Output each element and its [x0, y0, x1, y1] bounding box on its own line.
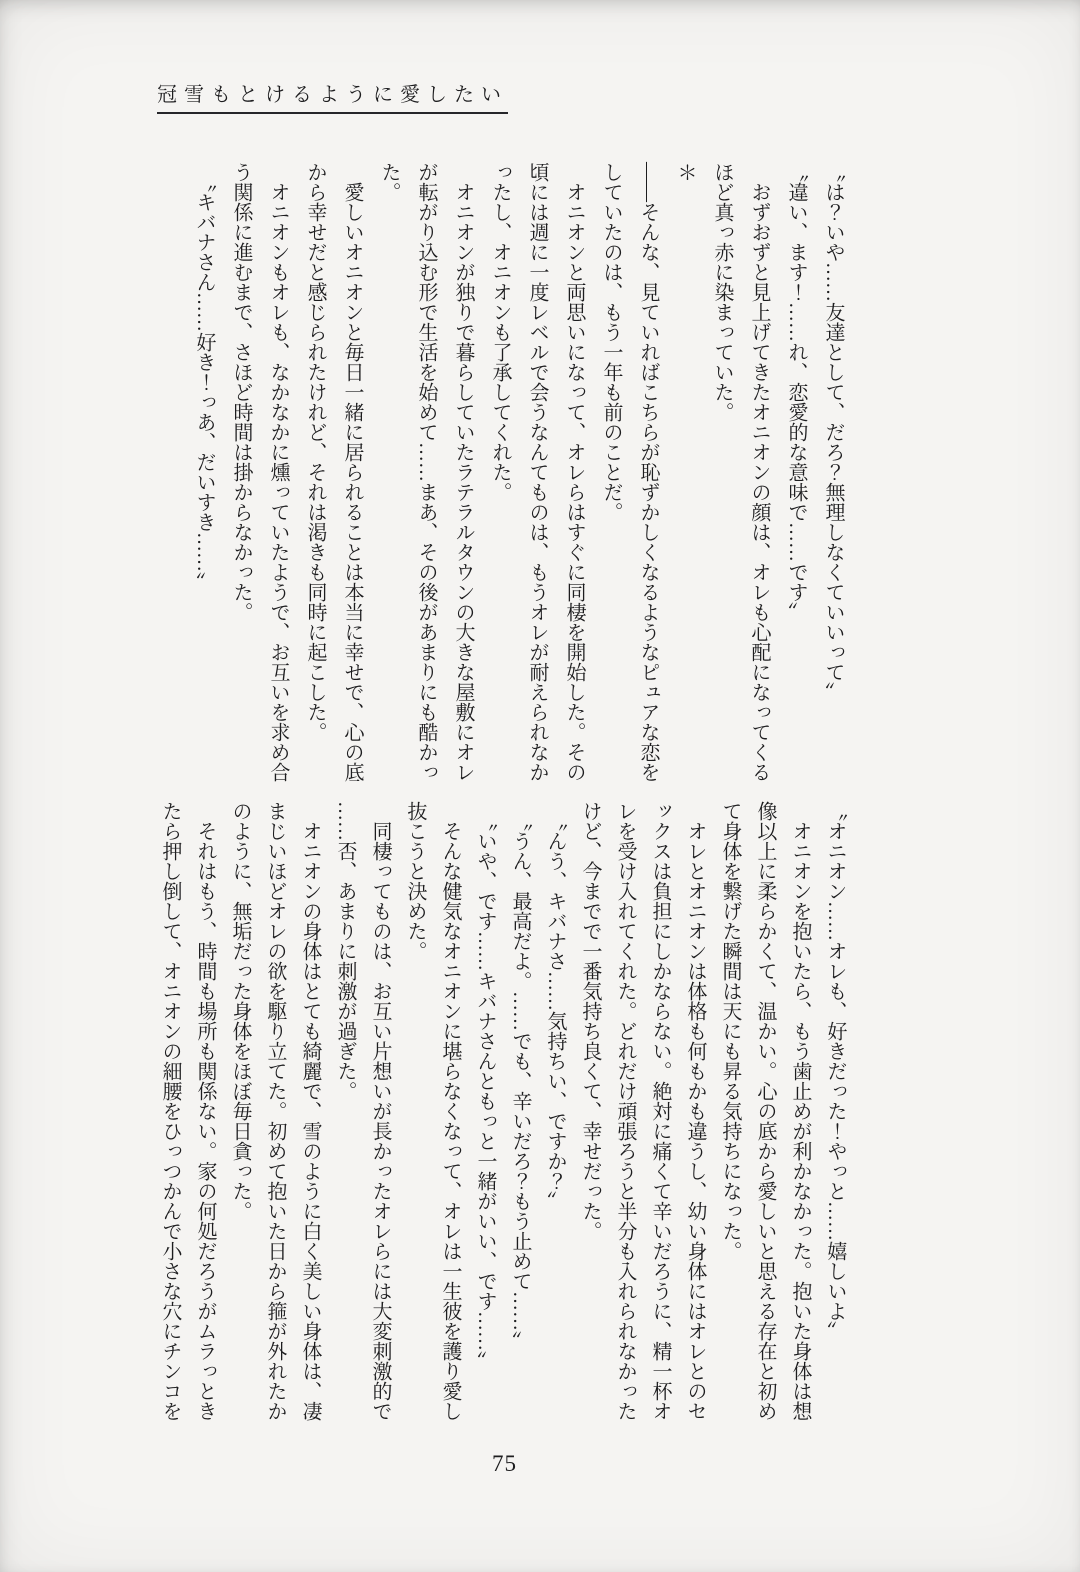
text-line: 〝は？いや……友達として、だろ？無理しなくていいって〟 — [822, 162, 844, 702]
text-line: オニオンもオレも、なかなかに燻っていたようで、お互いを求め合 — [267, 182, 289, 782]
vertical-text-block-top — [185, 162, 851, 796]
text-line: 抜こうと決めた。 — [404, 801, 426, 961]
text-line: たら押し倒して、オニオンの細腰をひっつかんで小さな穴にチンコを — [159, 801, 181, 1421]
text-line: て身体を繋げた瞬間は天にも昇る気持ちになった。 — [719, 801, 741, 1261]
text-line: そんな健気なオニオンに堪らなくなって、オレは一生彼を護り愛し — [439, 821, 461, 1421]
text-line: ＊ — [674, 162, 696, 182]
text-line: まじいほどオレの欲を駆り立てた。初めて抱いた日から箍が外れたか — [264, 801, 286, 1421]
text-line: 〝うん、最高だよ。……でも、辛いだろ？もう止めて……〟 — [509, 811, 531, 1351]
text-line: オニオンを抱いたら、もう歯止めが利かなかった。抱いた身体は想 — [789, 821, 811, 1421]
text-line: オレとオニオンは体格も何もかも違うし、幼い身体にはオレとのセ — [684, 821, 706, 1421]
text-line: 愛しいオニオンと毎日一緒に居られることは本当に幸せで、心の底 — [341, 182, 363, 782]
text-line: 〝いや、です……キバナさんともっと一緒がいい、です……〟 — [474, 811, 496, 1371]
running-header-title: 冠雪もとけるように愛したい — [157, 84, 508, 114]
text-line: オニオンと両思いになって、オレらはすぐに同棲を開始した。その — [563, 182, 585, 782]
text-line: 〝違い、ます！……れ、恋愛的な意味で……です〟 — [785, 162, 807, 622]
text-line: オニオンの身体はとても綺麗で、雪のように白く美しい身体は、凄 — [299, 821, 321, 1421]
text-line: レを受け入れてくれた。どれだけ頑張ろうと半分も入れられなかった — [614, 801, 636, 1421]
text-line: けど、今までで一番気持ち良くて、幸せだった。 — [579, 801, 601, 1241]
text-line: 〝んう、キバナさ……気持ちい、ですか？〟 — [544, 811, 566, 1211]
text-line: 同棲ってものは、お互い片想いが長かったオレらには大変刺激的で — [369, 821, 391, 1421]
text-line: ったし、オニオンも了承してくれた。 — [489, 162, 511, 502]
text-line: オニオンが独りで暮らしていたラテラルタウンの大きな屋敷にオレ — [452, 182, 474, 782]
text-line: 頃には週に一度レベルで会うなんてものは、もうオレが耐えられなか — [526, 162, 548, 782]
text-line: ックスは負担にしかならない。絶対に痛くて辛いだろうに、精一杯オ — [649, 801, 671, 1421]
text-line: ……否、あまりに刺激が過ぎた。 — [334, 801, 356, 1101]
text-line: ——そんな、見ていればこちらが恥ずかしくなるようなピュアな恋を — [637, 162, 659, 782]
text-line: う関係に進むまで、さほど時間は掛からなかった。 — [230, 162, 252, 622]
text-line: た。 — [378, 162, 400, 202]
text-line: のように、無垢だった身体をほぼ毎日貪った。 — [229, 801, 251, 1221]
vertical-text-block-bottom — [152, 801, 852, 1435]
text-line: おずおずと見上げてきたオニオンの顔は、オレも心配になってくる — [748, 182, 770, 782]
page-number: 75 — [492, 1451, 517, 1476]
text-line: 像以上に柔らかくて、温かい。心の底から愛しいと思える存在と初め — [754, 801, 776, 1421]
text-line: から幸せだと感じられたけれど、それは渇きも同時に起こした。 — [304, 162, 326, 742]
text-line: 〝キバナさん……好き！っあ、だいすき……〟 — [193, 172, 215, 592]
text-line: が転がり込む形で生活を始めて……まあ、その後があまりにも酷かっ — [415, 162, 437, 782]
text-line: ほど真っ赤に染まっていた。 — [711, 162, 733, 422]
text-line: していたのは、もう一年も前のことだ。 — [600, 162, 622, 522]
text-line: それはもう、時間も場所も関係ない。家の何処だろうがムラっとき — [194, 821, 216, 1421]
text-line: 〝オニオン……オレも、好きだった！やっと……嬉しいよ〟 — [824, 801, 846, 1341]
